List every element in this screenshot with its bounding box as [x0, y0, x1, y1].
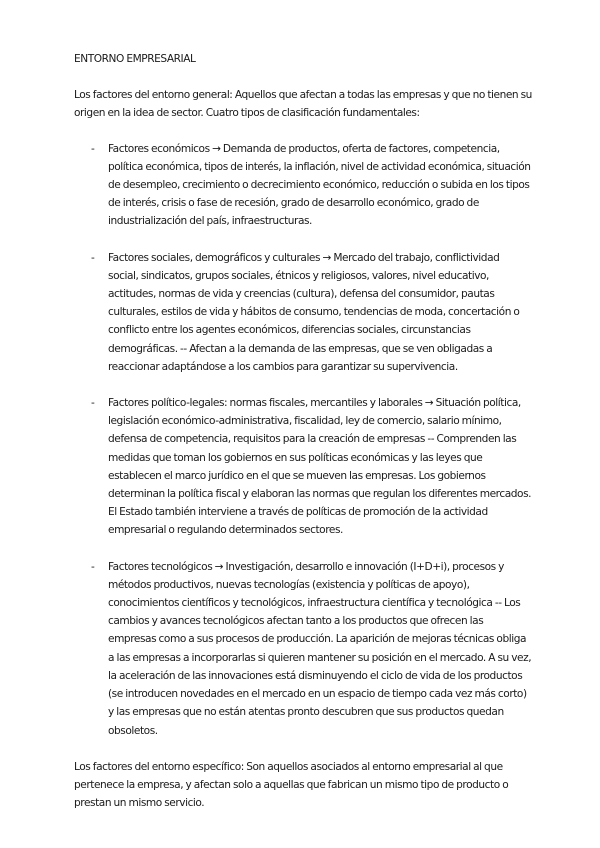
bullet-dash: -	[91, 251, 95, 264]
bullet-dash: -	[91, 560, 95, 573]
list-item-technological-factors	[74, 558, 532, 740]
document-page	[74, 50, 532, 812]
list-item-text: Factores económicos → Demanda de productos, oferta de factores, competencia, política económica, tipos de interés, la inflación, nivel de actividad económica, situación de desempleo, crecimiento o decrecimiento económico, reducción o subida en los tipos de interés, crisis o fase de recesión, grado de desarrollo económico, grado de industrialización del país, infraestructuras.	[108, 142, 531, 228]
document-title: ENTORNO EMPRESARIAL	[74, 53, 196, 65]
bullet-dash: -	[91, 397, 95, 410]
list-item-social-factors	[74, 249, 532, 376]
list-item-text: Factores sociales, demográficos y culturales → Mercado del trabajo, conflictividad social, sindicatos, grupos sociales, étnicos y religiosos, valores, nivel educativo, actitudes, normas de vida y creencias (cultura), defensa del consumidor, pautas culturales, estilos de vida y hábitos de consumo, tendencias de moda, concertación o conflicto entre los agentes económicos, diferencias sociales, circunstancias demográficas. -- Afectan a la demanda de las empresas, que se ven obligadas a reaccionar adaptándose a los cambios para garantizar su supervivencia.	[108, 251, 520, 373]
bullet-dash: -	[91, 142, 95, 155]
list-item-political-legal-factors	[74, 394, 532, 540]
list-item-text: Factores político-legales: normas fiscales, mercantiles y laborales → Situación política, legislación económico-administrativa, fiscalidad, ley de comercio, salario mínimo, defensa de competencia, requisitos para la creación de empresas -- Comprenden las medidas que toman los gobiernos en sus políticas económicas y las leyes que establecen el marco jurídico en el que se mueven las empresas. Los gobiernos determinan la política fiscal y elaboran las normas que regulan los diferentes mercados. El Estado también interviene a través de políticas de promoción de la actividad empresarial o regulando determinados sectores.	[108, 397, 532, 537]
list-item-text: Factores tecnológicos → Investigación, desarrollo e innovación (I+D+i), procesos y métodos productivos, nuevas tecnologías (existencia y políticas de apoyo), conocimientos científicos y tecnológicos, infraestructura científica y tecnológica -- Los cambios y avances tecnológicos afectan tanto a los productos que ofrecen las empresas como a sus procesos de producción. La aparición de mejoras técnicas obliga a las empresas a incorporarlas si quieren mantener su posición en el mercado. A su vez, la aceleración de las innovaciones está disminuyendo el ciclo de vida de los productos (se introducen novedades en el mercado en un espacio de tiempo cada vez más corto) y las empresas que no están atentas pronto descubren que sus productos quedan obsoletos.	[108, 560, 532, 737]
closing-paragraph: Los factores del entorno específico: Son aquellos asociados al entorno empresarial al que pertenece la empresa, y afectan solo a aquellas que fabrican un mismo tipo de producto o prestan un mismo servicio.	[74, 760, 509, 810]
factor-list	[74, 140, 532, 740]
list-item-economic-factors	[74, 140, 532, 231]
intro-paragraph: Los factores del entorno general: Aquellos que afectan a todas las empresas y que no tienen su origen en la idea de sector. Cuatro tipos de clasificación fundamentales:	[74, 89, 532, 120]
